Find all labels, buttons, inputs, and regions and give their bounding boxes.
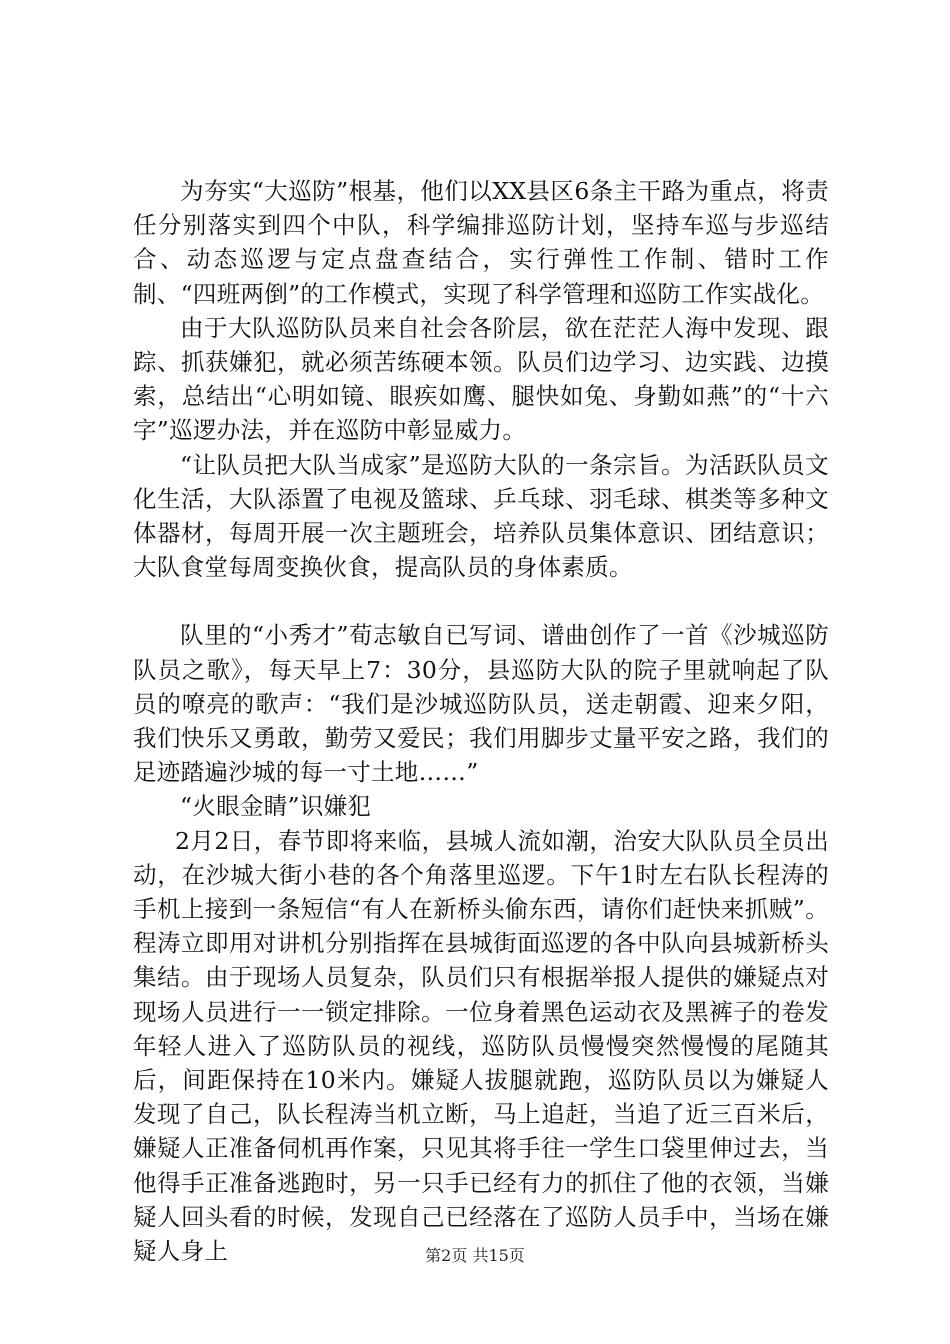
- section-heading: “火眼金睛”识嫌犯: [180, 792, 372, 821]
- paragraph-team-song: 队里的“小秀才”荀志敏自已写词、谱曲创作了一首《沙城巡防队员之歌》，每天早上7：30分，县巡防大队的院子里就响起了队员的嘹亮的歌声：“我们是沙城巡防队员，送走朝霞、迎来夕阳，我们快乐又勇敢，勤劳又爱民；我们用脚步丈量平安之路，我们的足迹踏遍沙城的每一寸土地……”: [133, 621, 829, 787]
- paragraph-arrest-story: 2月2日，春节即将来临，县城人流如潮，治安大队队员全员出动，在沙城大街小巷的各个角落里巡逻。下午1时左右队长程涛的手机上接到一条短信“有人在新桥头偷东西，请你们赶快来抓贼”。程涛立即用对讲机分别指挥在县城街面巡逻的各中队向县城新桥头集结。由于现场人员复杂，队员们只有根据举报人提供的嫌疑点对现场人员进行一一锁定排除。一位身着黑色运动衣及黑裤子的卷发年轻人进入了巡防队员的视线，巡防队员慢慢突然慢慢的尾随其后，间距保持在10米内。嫌疑人拔腿就跑，巡防队员以为嫌疑人发现了自己，队长程涛当机立断，马上追赶，当追了近三百米后，嫌疑人正准备伺机再作案，只见其将手往一学生口袋里伸过去，当他得手正准备逃跑时，另一只手已经有力的抓住了他的衣领，当嫌疑人回头看的时候，发现自己已经落在了巡防人员手中，当场在嫌疑人身上: [133, 826, 829, 1266]
- paragraph-patrol-plan: 为夯实“大巡防”根基，他们以XX县区6条主干路为重点，将责任分别落实到四个中队，科学编排巡防计划，坚持车巡与步巡结合、动态巡逻与定点盘查结合，实行弹性工作制、错时工作制、“四班两倒”的工作模式，实现了科学管理和巡防工作实战化。: [133, 177, 829, 308]
- paragraph-team-life: “让队员把大队当成家”是巡防大队的一条宗旨。为活跃队员文化生活，大队添置了电视及篮球、乒乓球、羽毛球、棋类等多种文体器材，每周开展一次主题班会，培养队员集体意识、团结意识；大队食堂每周变换伙食，提高队员的身体素质。: [133, 450, 829, 582]
- page-number-footer: 第2页 共15页: [425, 1246, 525, 1265]
- paragraph-spacer: [133, 584, 829, 618]
- document-body: [133, 174, 829, 1268]
- paragraph-training: 由于大队巡防队员来自社会各阶层，欲在茫茫人海中发现、跟踪、抓获嫌犯，就必须苦练硬本领。队员们边学习、边实践、边摸索，总结出“心明如镜、眼疾如鹰、腿快如兔、身勤如燕”的“十六字”巡逻办法，并在巡防中彰显威力。: [133, 313, 829, 445]
